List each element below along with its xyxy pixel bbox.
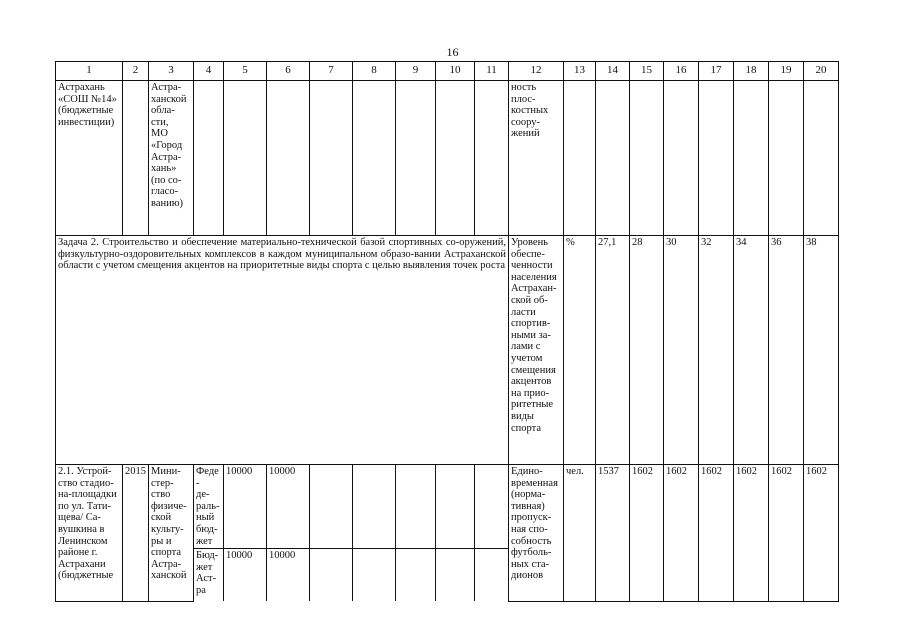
- table-cell: [475, 465, 509, 549]
- table-row: [56, 81, 839, 236]
- amount-cell: 10000: [267, 465, 310, 549]
- header-cell: 19: [769, 62, 804, 81]
- table-cell: [310, 81, 353, 236]
- value-cell: 1537: [596, 465, 630, 602]
- header-cell: 9: [396, 62, 436, 81]
- task-cell: Задача 2. Строительство и обеспечение материально-технической базой спортивных со-оружений, физкультурно-оздоровительных комплексов в каждом муниципальном образо-вании Астраханской области с учетом смещения акцентов на приоритетные виды спорта с целью выявления точек роста: [56, 236, 509, 465]
- table-cell: [353, 81, 396, 236]
- value-cell: 1602: [664, 465, 699, 602]
- funding-source-cell: Феде- де- раль- ный бюд- жет: [194, 465, 224, 549]
- value-cell: 1602: [630, 465, 664, 602]
- table-cell: [396, 549, 436, 602]
- table-cell: [310, 465, 353, 549]
- value-cell: 1602: [699, 465, 734, 602]
- value-cell: 27,1: [596, 236, 630, 465]
- unit-cell: чел.: [564, 465, 596, 602]
- header-cell: 4: [194, 62, 224, 81]
- page-number: 16: [446, 45, 459, 59]
- value-cell: 36: [769, 236, 804, 465]
- table-cell: [310, 549, 353, 602]
- table-cell: [353, 549, 396, 602]
- value-cell: 1602: [734, 465, 769, 602]
- table-cell: [396, 465, 436, 549]
- value-cell: 34: [734, 236, 769, 465]
- funding-source-cell: Бюд- жет Аст- ра: [194, 549, 224, 602]
- table-cell: [267, 81, 310, 236]
- table-cell: [396, 81, 436, 236]
- table-cell: [630, 81, 664, 236]
- program-table: [55, 61, 839, 602]
- table-cell: [564, 81, 596, 236]
- indicator-cell: ность плос- костных соору- жений: [509, 81, 564, 236]
- header-cell: 10: [436, 62, 475, 81]
- table-cell: [734, 81, 769, 236]
- header-cell: 12: [509, 62, 564, 81]
- table-cell: [475, 81, 509, 236]
- amount-cell: 10000: [267, 549, 310, 602]
- amount-cell: 10000: [224, 549, 267, 602]
- header-cell: 20: [804, 62, 839, 81]
- value-cell: 28: [630, 236, 664, 465]
- table-cell: [596, 81, 630, 236]
- value-cell: 1602: [769, 465, 804, 602]
- table-cell: [353, 465, 396, 549]
- value-cell: 32: [699, 236, 734, 465]
- object-cell: 2.1. Устрой- ство стадио- на-площадки по ул. Тати- щева/ Са- вушкина в Ленинском районе г. Астрахани (бюджетные: [56, 465, 123, 602]
- indicator-cell: Уровень обеспе- ченности населения Астрахан- ской об- ласти спортив- ными за- лами с учетом смещения акцентов на прио- ритетные виды спорта: [509, 236, 564, 465]
- table-cell: [769, 81, 804, 236]
- header-cell: 2: [123, 62, 149, 81]
- header-cell: 6: [267, 62, 310, 81]
- table-cell: [436, 549, 475, 602]
- table-cell: [194, 81, 224, 236]
- header-cell: 3: [149, 62, 194, 81]
- table-row: [56, 465, 839, 549]
- header-cell: 14: [596, 62, 630, 81]
- executor-cell: Мини- стер- ство физиче- ской культу- ры и спорта Астра- ханской: [149, 465, 194, 602]
- table-cell: [664, 81, 699, 236]
- table-cell: [699, 81, 734, 236]
- value-cell: 38: [804, 236, 839, 465]
- header-cell: 11: [475, 62, 509, 81]
- object-cell: Астрахань «СОШ №14» (бюджетные инвестиции): [56, 81, 123, 236]
- header-cell: 17: [699, 62, 734, 81]
- unit-cell: %: [564, 236, 596, 465]
- amount-cell: 10000: [224, 465, 267, 549]
- header-cell: 1: [56, 62, 123, 81]
- table-cell: [436, 81, 475, 236]
- table-cell: [123, 81, 149, 236]
- indicator-cell: Едино- временная (норма- тивная) пропуск- ная спо- собность футболь- ных ста- дионов: [509, 465, 564, 602]
- table-cell: [804, 81, 839, 236]
- table-cell: [436, 465, 475, 549]
- table-cell: [224, 81, 267, 236]
- table-row: [56, 236, 839, 465]
- value-cell: 1602: [804, 465, 839, 602]
- value-cell: 30: [664, 236, 699, 465]
- header-cell: 7: [310, 62, 353, 81]
- header-cell: 5: [224, 62, 267, 81]
- header-cell: 15: [630, 62, 664, 81]
- executor-cell: Астра- ханской обла- сти, МО «Город Астра- хань» (по со- гласо- ванию): [149, 81, 194, 236]
- header-row: [56, 62, 839, 81]
- header-cell: 16: [664, 62, 699, 81]
- header-cell: 8: [353, 62, 396, 81]
- year-cell: 2015: [123, 465, 149, 602]
- header-cell: 18: [734, 62, 769, 81]
- table-cell: [475, 549, 509, 602]
- header-cell: 13: [564, 62, 596, 81]
